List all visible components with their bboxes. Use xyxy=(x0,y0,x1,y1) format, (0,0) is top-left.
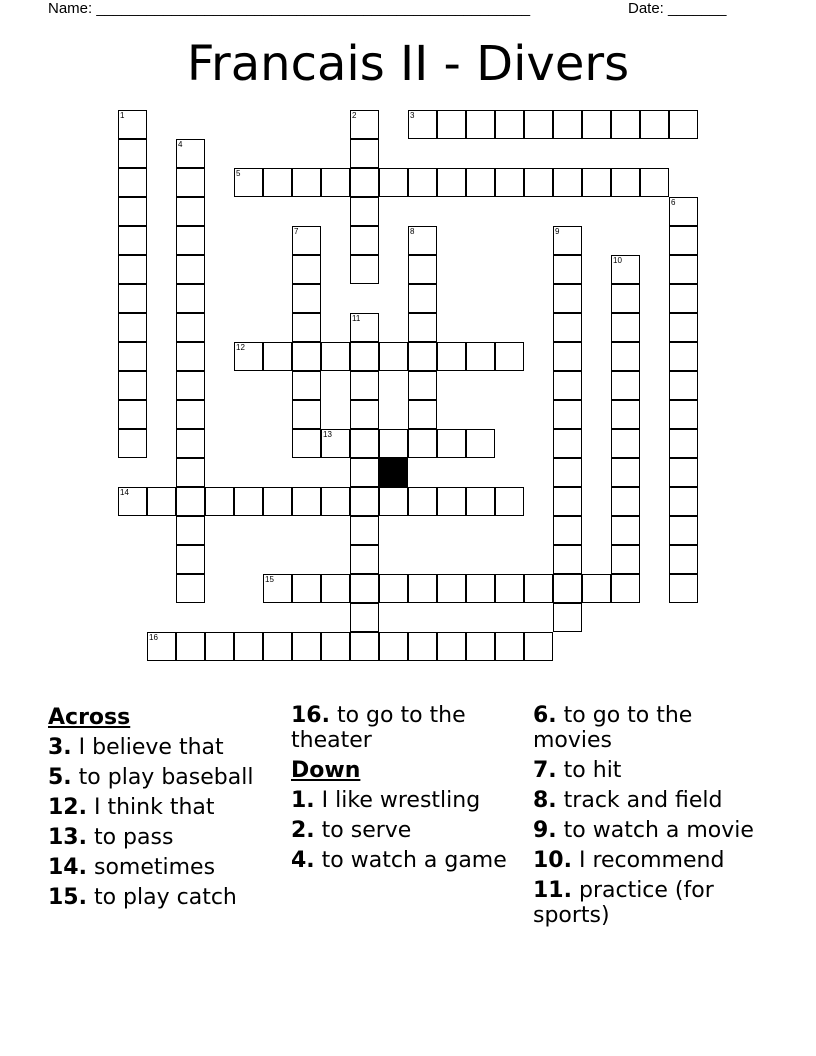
grid-cell[interactable] xyxy=(234,487,263,516)
grid-cell[interactable] xyxy=(350,574,379,603)
grid-cell[interactable] xyxy=(582,574,611,603)
grid-cell[interactable] xyxy=(466,574,495,603)
grid-cell[interactable] xyxy=(669,197,698,226)
grid-cell[interactable] xyxy=(437,342,466,371)
grid-cell[interactable] xyxy=(524,574,553,603)
grid-cell[interactable] xyxy=(263,342,292,371)
grid-cell[interactable] xyxy=(350,603,379,632)
grid-cell[interactable] xyxy=(118,487,147,516)
clue-number: 16. xyxy=(291,703,330,728)
grid-cell[interactable] xyxy=(234,342,263,371)
page-title: Francais II - Divers xyxy=(186,36,630,92)
clue-column-1 xyxy=(48,703,280,915)
grid-cell[interactable] xyxy=(495,574,524,603)
clue-text: I recommend xyxy=(571,848,725,873)
grid-cell[interactable] xyxy=(292,168,321,197)
grid-cell[interactable] xyxy=(118,168,147,197)
grid-cell[interactable] xyxy=(437,574,466,603)
cell-number: 11 xyxy=(352,314,361,323)
grid-cell[interactable] xyxy=(553,458,582,487)
clue-item xyxy=(533,818,765,843)
clue-text: to play catch xyxy=(86,885,237,910)
grid-cell[interactable] xyxy=(321,429,350,458)
grid-cell[interactable] xyxy=(176,342,205,371)
grid-cell[interactable] xyxy=(118,197,147,226)
grid-cell[interactable] xyxy=(350,313,379,342)
grid-cell[interactable] xyxy=(118,226,147,255)
cell-number: 5 xyxy=(236,169,241,178)
grid-cell[interactable] xyxy=(553,110,582,139)
grid-cell[interactable] xyxy=(292,632,321,661)
date-line[interactable]: Date: _______ xyxy=(628,0,727,17)
grid-cell[interactable] xyxy=(379,429,408,458)
grid-cell[interactable] xyxy=(611,284,640,313)
grid-cell[interactable] xyxy=(408,342,437,371)
grid-cell[interactable] xyxy=(495,632,524,661)
clue-item xyxy=(533,848,765,873)
clue-text: sometimes xyxy=(86,855,216,880)
grid-cell[interactable] xyxy=(669,371,698,400)
grid-cell[interactable] xyxy=(408,400,437,429)
clue-item xyxy=(48,765,280,790)
clue-number: 3. xyxy=(48,735,72,760)
grid-cell[interactable] xyxy=(669,516,698,545)
grid-cell[interactable] xyxy=(553,574,582,603)
grid-cell[interactable] xyxy=(553,545,582,574)
grid-cell[interactable] xyxy=(321,487,350,516)
grid-cell[interactable] xyxy=(611,429,640,458)
grid-cell[interactable] xyxy=(553,429,582,458)
grid-cell[interactable] xyxy=(350,110,379,139)
clue-number: 2. xyxy=(291,818,315,843)
grid-cell[interactable] xyxy=(466,487,495,516)
cell-number: 12 xyxy=(236,343,245,352)
grid-cell[interactable] xyxy=(176,226,205,255)
grid-cell[interactable] xyxy=(408,574,437,603)
clue-number: 9. xyxy=(533,818,557,843)
grid-cell[interactable] xyxy=(408,371,437,400)
grid-cell[interactable] xyxy=(669,342,698,371)
grid-cell[interactable] xyxy=(118,284,147,313)
grid-cell[interactable] xyxy=(582,168,611,197)
cell-number: 7 xyxy=(294,227,299,236)
grid-cell[interactable] xyxy=(350,458,379,487)
grid-cell[interactable] xyxy=(466,342,495,371)
grid-cell[interactable] xyxy=(524,632,553,661)
clue-item xyxy=(291,848,523,873)
grid-cell[interactable] xyxy=(611,313,640,342)
grid-cell[interactable] xyxy=(321,632,350,661)
name-line[interactable]: Name: ____________________________________________________ xyxy=(48,0,531,17)
clue-text: I like wrestling xyxy=(314,788,481,813)
grid-cell[interactable] xyxy=(350,487,379,516)
grid-cell[interactable] xyxy=(118,139,147,168)
grid-cell[interactable] xyxy=(350,632,379,661)
clue-number: 15. xyxy=(48,885,87,910)
clue-number: 13. xyxy=(48,825,87,850)
grid-cell[interactable] xyxy=(176,313,205,342)
clue-item xyxy=(533,758,765,783)
grid-cell[interactable] xyxy=(495,110,524,139)
grid-cell[interactable] xyxy=(553,226,582,255)
grid-cell[interactable] xyxy=(553,255,582,284)
grid-cell[interactable] xyxy=(611,255,640,284)
grid-cell[interactable] xyxy=(176,574,205,603)
grid-cell[interactable] xyxy=(118,313,147,342)
grid-cell[interactable] xyxy=(176,545,205,574)
grid-cell[interactable] xyxy=(611,487,640,516)
cell-number: 15 xyxy=(265,575,274,584)
grid-cell[interactable] xyxy=(176,255,205,284)
grid-cell[interactable] xyxy=(466,168,495,197)
clue-item xyxy=(48,735,280,760)
grid-cell[interactable] xyxy=(640,168,669,197)
grid-cell[interactable] xyxy=(466,429,495,458)
grid-cell[interactable] xyxy=(611,458,640,487)
grid-cell[interactable] xyxy=(611,342,640,371)
cell-number: 10 xyxy=(613,256,622,265)
clue-text: practice (for sports) xyxy=(533,878,714,928)
down-heading: Down xyxy=(291,758,361,783)
grid-cell[interactable] xyxy=(321,168,350,197)
grid-cell[interactable] xyxy=(379,574,408,603)
grid-cell[interactable] xyxy=(669,545,698,574)
grid-cell[interactable] xyxy=(553,487,582,516)
grid-cell[interactable] xyxy=(118,400,147,429)
cell-number: 1 xyxy=(120,111,125,120)
grid-cell[interactable] xyxy=(176,516,205,545)
grid-cell[interactable] xyxy=(379,342,408,371)
grid-cell[interactable] xyxy=(408,632,437,661)
grid-cell[interactable] xyxy=(176,632,205,661)
black-cell xyxy=(379,458,408,487)
grid-cell[interactable] xyxy=(350,226,379,255)
grid-cell[interactable] xyxy=(669,284,698,313)
grid-cell[interactable] xyxy=(495,342,524,371)
clue-item xyxy=(291,703,523,753)
clue-text: to watch a movie xyxy=(556,818,754,843)
grid-cell[interactable] xyxy=(350,400,379,429)
grid-cell[interactable] xyxy=(350,197,379,226)
clue-text: to serve xyxy=(314,818,412,843)
grid-cell[interactable] xyxy=(408,255,437,284)
grid-cell[interactable] xyxy=(176,139,205,168)
clue-number: 5. xyxy=(48,765,72,790)
clue-number: 6. xyxy=(533,703,557,728)
grid-cell[interactable] xyxy=(350,545,379,574)
grid-cell[interactable] xyxy=(408,313,437,342)
cell-number: 8 xyxy=(410,227,415,236)
grid-cell[interactable] xyxy=(118,429,147,458)
clue-number: 12. xyxy=(48,795,87,820)
grid-cell[interactable] xyxy=(292,226,321,255)
across-heading: Across xyxy=(48,705,131,730)
clue-item xyxy=(48,885,280,910)
grid-cell[interactable] xyxy=(553,313,582,342)
grid-cell[interactable] xyxy=(147,487,176,516)
clue-number: 4. xyxy=(291,848,315,873)
clue-text: to play baseball xyxy=(71,765,254,790)
clue-text: track and field xyxy=(556,788,723,813)
grid-cell[interactable] xyxy=(118,255,147,284)
grid-cell[interactable] xyxy=(408,226,437,255)
grid-cell[interactable] xyxy=(582,110,611,139)
grid-cell[interactable] xyxy=(611,371,640,400)
grid-cell[interactable] xyxy=(553,516,582,545)
grid-cell[interactable] xyxy=(234,632,263,661)
cell-number: 3 xyxy=(410,111,415,120)
grid-cell[interactable] xyxy=(669,574,698,603)
grid-cell[interactable] xyxy=(292,487,321,516)
grid-cell[interactable] xyxy=(350,429,379,458)
grid-cell[interactable] xyxy=(118,371,147,400)
clue-text: I believe that xyxy=(71,735,224,760)
clue-item xyxy=(291,788,523,813)
grid-cell[interactable] xyxy=(524,168,553,197)
grid-cell[interactable] xyxy=(205,632,234,661)
grid-cell[interactable] xyxy=(176,487,205,516)
grid-cell[interactable] xyxy=(292,371,321,400)
grid-cell[interactable] xyxy=(118,110,147,139)
grid-cell[interactable] xyxy=(669,226,698,255)
grid-cell[interactable] xyxy=(669,313,698,342)
grid-cell[interactable] xyxy=(263,168,292,197)
grid-cell[interactable] xyxy=(611,168,640,197)
grid-cell[interactable] xyxy=(234,168,263,197)
cell-number: 16 xyxy=(149,633,158,642)
grid-cell[interactable] xyxy=(321,574,350,603)
grid-cell[interactable] xyxy=(437,632,466,661)
grid-cell[interactable] xyxy=(495,487,524,516)
cell-number: 4 xyxy=(178,140,183,149)
grid-cell[interactable] xyxy=(553,168,582,197)
grid-cell[interactable] xyxy=(292,342,321,371)
clue-text: to hit xyxy=(556,758,622,783)
grid-cell[interactable] xyxy=(669,400,698,429)
cell-number: 9 xyxy=(555,227,560,236)
grid-cell[interactable] xyxy=(669,255,698,284)
grid-cell[interactable] xyxy=(176,197,205,226)
clue-item xyxy=(48,795,280,820)
grid-cell[interactable] xyxy=(466,110,495,139)
clue-column-2 xyxy=(291,703,523,878)
cell-number: 13 xyxy=(323,430,332,439)
grid-cell[interactable] xyxy=(611,545,640,574)
cell-number: 6 xyxy=(671,198,676,207)
grid-cell[interactable] xyxy=(118,342,147,371)
grid-cell[interactable] xyxy=(147,632,176,661)
grid-cell[interactable] xyxy=(640,110,669,139)
grid-cell[interactable] xyxy=(176,400,205,429)
grid-cell[interactable] xyxy=(669,487,698,516)
grid-cell[interactable] xyxy=(176,458,205,487)
clue-number: 1. xyxy=(291,788,315,813)
grid-cell[interactable] xyxy=(379,632,408,661)
grid-cell[interactable] xyxy=(292,255,321,284)
grid-cell[interactable] xyxy=(408,429,437,458)
grid-cell[interactable] xyxy=(408,487,437,516)
clue-number: 8. xyxy=(533,788,557,813)
clue-number: 10. xyxy=(533,848,572,873)
clue-item xyxy=(48,855,280,880)
grid-cell[interactable] xyxy=(553,603,582,632)
clue-item xyxy=(533,703,765,753)
grid-cell[interactable] xyxy=(350,516,379,545)
cell-number: 2 xyxy=(352,111,357,120)
grid-cell[interactable] xyxy=(611,400,640,429)
grid-cell[interactable] xyxy=(611,574,640,603)
clue-column-3 xyxy=(533,703,765,933)
grid-cell[interactable] xyxy=(350,168,379,197)
grid-cell[interactable] xyxy=(524,110,553,139)
clue-text: to go to the theater xyxy=(291,703,466,753)
grid-cell[interactable] xyxy=(669,458,698,487)
grid-cell[interactable] xyxy=(553,371,582,400)
grid-cell[interactable] xyxy=(176,284,205,313)
grid-cell[interactable] xyxy=(350,371,379,400)
grid-cell[interactable] xyxy=(263,574,292,603)
grid-cell[interactable] xyxy=(553,400,582,429)
clue-number: 11. xyxy=(533,878,572,903)
grid-cell[interactable] xyxy=(437,110,466,139)
grid-cell[interactable] xyxy=(408,110,437,139)
grid-cell[interactable] xyxy=(292,313,321,342)
grid-cell[interactable] xyxy=(205,487,234,516)
grid-cell[interactable] xyxy=(495,168,524,197)
clue-item xyxy=(533,788,765,813)
grid-cell[interactable] xyxy=(466,632,495,661)
clue-text: to pass xyxy=(86,825,174,850)
grid-cell[interactable] xyxy=(437,429,466,458)
clue-item xyxy=(48,825,280,850)
grid-cell[interactable] xyxy=(379,168,408,197)
grid-cell[interactable] xyxy=(292,574,321,603)
grid-cell[interactable] xyxy=(176,429,205,458)
clue-text: to watch a game xyxy=(314,848,507,873)
grid-cell[interactable] xyxy=(292,429,321,458)
grid-cell[interactable] xyxy=(669,429,698,458)
clue-item xyxy=(291,818,523,843)
grid-cell[interactable] xyxy=(292,400,321,429)
grid-cell[interactable] xyxy=(669,110,698,139)
grid-cell[interactable] xyxy=(350,255,379,284)
grid-cell[interactable] xyxy=(553,284,582,313)
grid-cell[interactable] xyxy=(176,371,205,400)
grid-cell[interactable] xyxy=(437,487,466,516)
clue-text: to go to the movies xyxy=(533,703,693,753)
grid-cell[interactable] xyxy=(379,487,408,516)
grid-cell[interactable] xyxy=(350,342,379,371)
cell-number: 14 xyxy=(120,488,129,497)
grid-cell[interactable] xyxy=(408,168,437,197)
grid-cell[interactable] xyxy=(350,139,379,168)
grid-cell[interactable] xyxy=(263,632,292,661)
grid-cell[interactable] xyxy=(176,168,205,197)
grid-cell[interactable] xyxy=(321,342,350,371)
grid-cell[interactable] xyxy=(437,168,466,197)
clue-number: 14. xyxy=(48,855,87,880)
clue-number: 7. xyxy=(533,758,557,783)
grid-cell[interactable] xyxy=(408,284,437,313)
grid-cell[interactable] xyxy=(263,487,292,516)
clue-item xyxy=(533,878,765,928)
grid-cell[interactable] xyxy=(553,342,582,371)
grid-cell[interactable] xyxy=(611,516,640,545)
clue-text: I think that xyxy=(86,795,215,820)
grid-cell[interactable] xyxy=(611,110,640,139)
grid-cell[interactable] xyxy=(292,284,321,313)
